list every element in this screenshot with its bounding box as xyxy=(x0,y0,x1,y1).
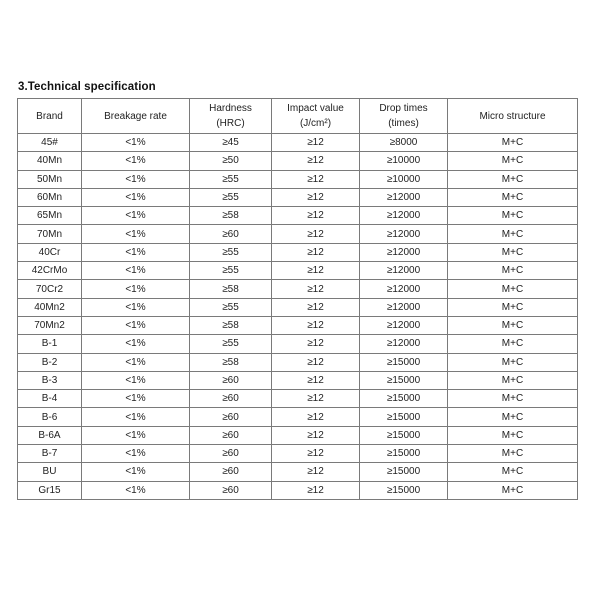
cell-drop-times: ≥15000 xyxy=(360,463,448,481)
cell-hardness: ≥60 xyxy=(190,481,272,499)
cell-micro-structure: M+C xyxy=(448,353,578,371)
cell-hardness: ≥55 xyxy=(190,298,272,316)
cell-breakage-rate: <1% xyxy=(82,188,190,206)
cell-hardness: ≥60 xyxy=(190,445,272,463)
cell-breakage-rate: <1% xyxy=(82,316,190,334)
cell-micro-structure: M+C xyxy=(448,134,578,152)
cell-micro-structure: M+C xyxy=(448,207,578,225)
cell-brand: 45# xyxy=(18,134,82,152)
header-hardness-unit: (HRC) xyxy=(216,118,245,129)
cell-drop-times: ≥12000 xyxy=(360,225,448,243)
cell-drop-times: ≥15000 xyxy=(360,371,448,389)
cell-hardness: ≥60 xyxy=(190,463,272,481)
cell-drop-times: ≥12000 xyxy=(360,243,448,261)
table-row xyxy=(18,170,578,188)
cell-brand: B-1 xyxy=(18,335,82,353)
cell-breakage-rate: <1% xyxy=(82,262,190,280)
cell-drop-times: ≥12000 xyxy=(360,188,448,206)
cell-brand: 70Mn xyxy=(18,225,82,243)
cell-hardness: ≥55 xyxy=(190,335,272,353)
cell-brand: 50Mn xyxy=(18,170,82,188)
table-header xyxy=(18,99,578,134)
cell-hardness: ≥55 xyxy=(190,188,272,206)
cell-drop-times: ≥10000 xyxy=(360,152,448,170)
cell-hardness: ≥60 xyxy=(190,371,272,389)
cell-breakage-rate: <1% xyxy=(82,280,190,298)
cell-breakage-rate: <1% xyxy=(82,353,190,371)
cell-hardness: ≥55 xyxy=(190,243,272,261)
cell-impact-value: ≥12 xyxy=(272,188,360,206)
cell-impact-value: ≥12 xyxy=(272,243,360,261)
table-row xyxy=(18,481,578,499)
cell-brand: 40Cr xyxy=(18,243,82,261)
cell-impact-value: ≥12 xyxy=(272,262,360,280)
cell-breakage-rate: <1% xyxy=(82,445,190,463)
cell-drop-times: ≥15000 xyxy=(360,408,448,426)
cell-breakage-rate: <1% xyxy=(82,390,190,408)
cell-micro-structure: M+C xyxy=(448,243,578,261)
header-drop-unit: (times) xyxy=(388,118,419,129)
table-row xyxy=(18,134,578,152)
cell-hardness: ≥58 xyxy=(190,353,272,371)
cell-breakage-rate: <1% xyxy=(82,298,190,316)
cell-breakage-rate: <1% xyxy=(82,170,190,188)
table-row xyxy=(18,445,578,463)
cell-micro-structure: M+C xyxy=(448,316,578,334)
cell-brand: B-4 xyxy=(18,390,82,408)
cell-micro-structure: M+C xyxy=(448,408,578,426)
cell-brand: B-6 xyxy=(18,408,82,426)
table-row xyxy=(18,280,578,298)
cell-brand: 60Mn xyxy=(18,188,82,206)
cell-impact-value: ≥12 xyxy=(272,298,360,316)
cell-drop-times: ≥15000 xyxy=(360,390,448,408)
cell-drop-times: ≥12000 xyxy=(360,280,448,298)
cell-brand: B-7 xyxy=(18,445,82,463)
cell-impact-value: ≥12 xyxy=(272,280,360,298)
table-row xyxy=(18,426,578,444)
cell-breakage-rate: <1% xyxy=(82,408,190,426)
cell-brand: Gr15 xyxy=(18,481,82,499)
cell-impact-value: ≥12 xyxy=(272,408,360,426)
table-row xyxy=(18,298,578,316)
cell-impact-value: ≥12 xyxy=(272,445,360,463)
cell-breakage-rate: <1% xyxy=(82,463,190,481)
cell-brand: 42CrMo xyxy=(18,262,82,280)
cell-hardness: ≥50 xyxy=(190,152,272,170)
cell-impact-value: ≥12 xyxy=(272,225,360,243)
cell-drop-times: ≥12000 xyxy=(360,262,448,280)
cell-brand: B-6A xyxy=(18,426,82,444)
cell-micro-structure: M+C xyxy=(448,170,578,188)
table-row xyxy=(18,335,578,353)
table-row xyxy=(18,371,578,389)
technical-specification-table xyxy=(17,98,578,500)
cell-impact-value: ≥12 xyxy=(272,207,360,225)
cell-impact-value: ≥12 xyxy=(272,335,360,353)
cell-hardness: ≥45 xyxy=(190,134,272,152)
cell-impact-value: ≥12 xyxy=(272,170,360,188)
cell-hardness: ≥60 xyxy=(190,225,272,243)
cell-drop-times: ≥12000 xyxy=(360,298,448,316)
cell-hardness: ≥60 xyxy=(190,390,272,408)
cell-impact-value: ≥12 xyxy=(272,481,360,499)
cell-micro-structure: M+C xyxy=(448,390,578,408)
header-hardness xyxy=(190,99,272,134)
cell-impact-value: ≥12 xyxy=(272,371,360,389)
cell-breakage-rate: <1% xyxy=(82,335,190,353)
cell-hardness: ≥60 xyxy=(190,426,272,444)
cell-impact-value: ≥12 xyxy=(272,152,360,170)
cell-micro-structure: M+C xyxy=(448,426,578,444)
header-brand: Brand xyxy=(18,99,82,134)
cell-micro-structure: M+C xyxy=(448,225,578,243)
cell-breakage-rate: <1% xyxy=(82,243,190,261)
cell-drop-times: ≥15000 xyxy=(360,353,448,371)
table-row xyxy=(18,463,578,481)
cell-breakage-rate: <1% xyxy=(82,225,190,243)
table-row xyxy=(18,390,578,408)
cell-micro-structure: M+C xyxy=(448,280,578,298)
cell-brand: 40Mn xyxy=(18,152,82,170)
cell-hardness: ≥58 xyxy=(190,316,272,334)
header-impact-unit: (J/cm²) xyxy=(299,118,332,129)
cell-hardness: ≥55 xyxy=(190,262,272,280)
table-row xyxy=(18,188,578,206)
header-impact-label: Impact value xyxy=(287,103,344,114)
cell-breakage-rate: <1% xyxy=(82,152,190,170)
cell-hardness: ≥58 xyxy=(190,207,272,225)
table-row xyxy=(18,207,578,225)
cell-breakage-rate: <1% xyxy=(82,371,190,389)
table-row xyxy=(18,262,578,280)
cell-brand: B-2 xyxy=(18,353,82,371)
cell-micro-structure: M+C xyxy=(448,481,578,499)
cell-breakage-rate: <1% xyxy=(82,207,190,225)
cell-impact-value: ≥12 xyxy=(272,390,360,408)
table-row xyxy=(18,243,578,261)
cell-drop-times: ≥10000 xyxy=(360,170,448,188)
cell-drop-times: ≥12000 xyxy=(360,207,448,225)
table-row xyxy=(18,225,578,243)
table-row xyxy=(18,353,578,371)
header-impact-value xyxy=(272,99,360,134)
header-hardness-label: Hardness xyxy=(209,103,252,114)
header-breakage-rate: Breakage rate xyxy=(82,99,190,134)
cell-breakage-rate: <1% xyxy=(82,134,190,152)
cell-hardness: ≥60 xyxy=(190,408,272,426)
cell-brand: 40Mn2 xyxy=(18,298,82,316)
cell-micro-structure: M+C xyxy=(448,463,578,481)
cell-drop-times: ≥15000 xyxy=(360,445,448,463)
table-row xyxy=(18,152,578,170)
cell-impact-value: ≥12 xyxy=(272,134,360,152)
table-body xyxy=(18,134,578,500)
cell-brand: 65Mn xyxy=(18,207,82,225)
cell-micro-structure: M+C xyxy=(448,335,578,353)
cell-impact-value: ≥12 xyxy=(272,316,360,334)
cell-brand: 70Cr2 xyxy=(18,280,82,298)
table-row xyxy=(18,316,578,334)
cell-micro-structure: M+C xyxy=(448,262,578,280)
cell-drop-times: ≥15000 xyxy=(360,426,448,444)
cell-brand: 70Mn2 xyxy=(18,316,82,334)
cell-micro-structure: M+C xyxy=(448,188,578,206)
cell-drop-times: ≥12000 xyxy=(360,316,448,334)
header-drop-label: Drop times xyxy=(379,103,428,114)
cell-drop-times: ≥15000 xyxy=(360,481,448,499)
cell-micro-structure: M+C xyxy=(448,152,578,170)
cell-drop-times: ≥8000 xyxy=(360,134,448,152)
section-title: 3.Technical specification xyxy=(18,81,156,93)
cell-impact-value: ≥12 xyxy=(272,426,360,444)
cell-brand: BU xyxy=(18,463,82,481)
cell-micro-structure: M+C xyxy=(448,445,578,463)
cell-hardness: ≥58 xyxy=(190,280,272,298)
cell-breakage-rate: <1% xyxy=(82,426,190,444)
table-row xyxy=(18,408,578,426)
header-micro-structure: Micro structure xyxy=(448,99,578,134)
cell-impact-value: ≥12 xyxy=(272,463,360,481)
cell-hardness: ≥55 xyxy=(190,170,272,188)
cell-brand: B-3 xyxy=(18,371,82,389)
cell-micro-structure: M+C xyxy=(448,298,578,316)
cell-breakage-rate: <1% xyxy=(82,481,190,499)
cell-impact-value: ≥12 xyxy=(272,353,360,371)
cell-drop-times: ≥12000 xyxy=(360,335,448,353)
header-drop-times xyxy=(360,99,448,134)
header-row xyxy=(18,99,578,134)
cell-micro-structure: M+C xyxy=(448,371,578,389)
